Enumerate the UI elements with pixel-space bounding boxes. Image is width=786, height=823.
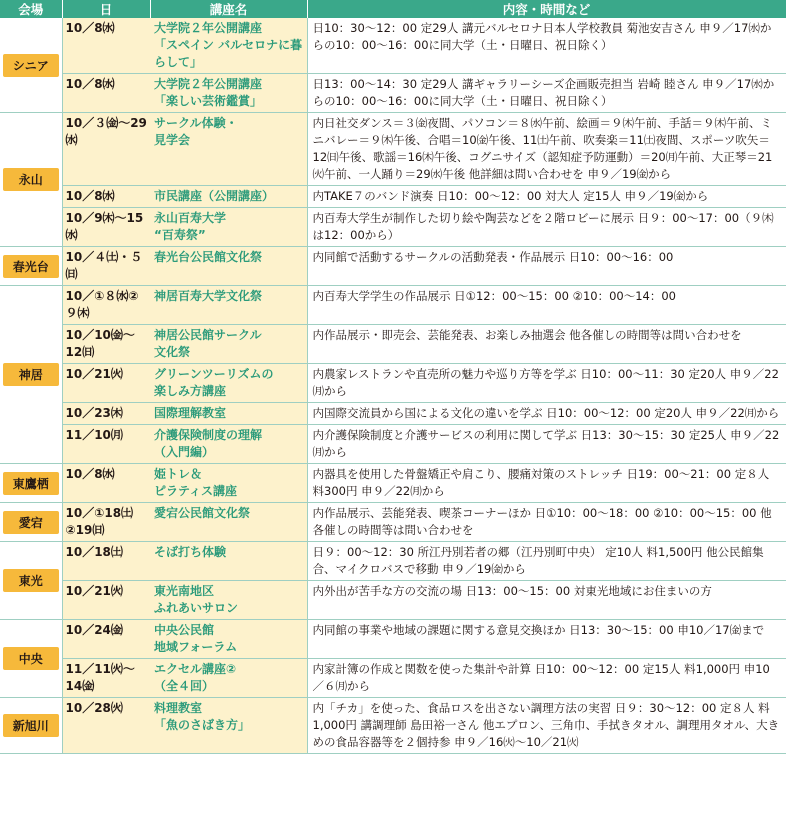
venue-label: 愛宕 [3, 511, 59, 534]
venue-cell [0, 464, 62, 503]
course-cell [150, 659, 307, 698]
course-title: 春光台公民館文化祭 [154, 250, 263, 264]
course-title: エクセル講座② [154, 662, 237, 676]
course-subtitle: ピラティス講座 [154, 484, 238, 498]
course-cell [150, 186, 307, 208]
date-cell: 10／28㈫ [62, 698, 150, 754]
detail-cell: 内農家レストランや直売所の魅力や巡り方等を学ぶ 日10：00～11：30 定20人 申９／22㈪から [307, 364, 786, 403]
date-cell: 10／23㈭ [62, 403, 150, 425]
detail-cell: 内家計簿の作成と関数を使った集計や計算 日10：00～12：00 定15人 料1,000円 申10／６㈪から [307, 659, 786, 698]
detail-cell: 内介護保険制度と介護サービスの利用に関して学ぶ 日13：30～15：30 定25人 申９／22㈪から [307, 425, 786, 464]
course-cell [150, 364, 307, 403]
venue-cell [0, 542, 62, 620]
course-subtitle: 「楽しい芸術鑑賞」 [154, 94, 263, 108]
table-row [0, 18, 786, 74]
course-cell [150, 620, 307, 659]
date-cell: 10／18㈯ [62, 542, 150, 581]
date-cell: 10／21㈫ [62, 364, 150, 403]
course-cell [150, 74, 307, 113]
date-cell: 10／9㈭～15㈬ [62, 208, 150, 247]
course-subtitle: “百寿祭” [154, 228, 206, 242]
table-row [0, 325, 786, 364]
date-cell: 10／24㈮ [62, 620, 150, 659]
table-row [0, 659, 786, 698]
course-subtitle: ふれあいサロン [154, 601, 239, 615]
course-title: サークル体験・ [154, 116, 238, 130]
date-cell: 10／8㈬ [62, 186, 150, 208]
venue-cell [0, 503, 62, 542]
course-title: 料理教室 [154, 701, 203, 715]
course-title: 神居公民館サークル [154, 328, 262, 342]
course-cell [150, 698, 307, 754]
course-cell [150, 113, 307, 186]
table-row [0, 425, 786, 464]
course-title: 永山百寿大学 [154, 211, 227, 225]
course-cell [150, 208, 307, 247]
course-subtitle: 楽しみ方講座 [154, 384, 227, 398]
course-title: グリーンツーリズムの [154, 367, 274, 381]
course-subtitle: 地域フォーラム [154, 640, 238, 654]
detail-cell: 内同館の事業や地域の課題に関する意見交換ほか 日13：30～15：00 申10／17㈮まで [307, 620, 786, 659]
detail-cell: 内作品展示・即売会、芸能発表、お楽しみ抽選会 他各催しの時間等は問い合わせを [307, 325, 786, 364]
detail-cell: 内百寿大学学生の作品展示 日①12：00～15：00 ②10：00～14：00 [307, 286, 786, 325]
course-title: 東光南地区 [154, 584, 215, 598]
course-cell [150, 325, 307, 364]
venue-label: 新旭川 [3, 714, 59, 737]
date-cell: 10／8㈬ [62, 74, 150, 113]
date-cell: 10／21㈫ [62, 581, 150, 620]
venue-label: 東鷹栖 [3, 472, 59, 495]
table-row [0, 186, 786, 208]
course-cell [150, 18, 307, 74]
course-cell [150, 581, 307, 620]
header-date: 日 [62, 0, 150, 18]
table-row [0, 113, 786, 186]
date-cell: 11／11㈫～14㈮ [62, 659, 150, 698]
venue-cell [0, 286, 62, 464]
date-cell: 10／8㈬ [62, 464, 150, 503]
course-title: 姫トレ＆ [154, 467, 203, 481]
course-title: 愛宕公民館文化祭 [154, 506, 251, 520]
course-subtitle: 見学会 [154, 133, 191, 147]
table-row [0, 542, 786, 581]
venue-label: 中央 [3, 647, 59, 670]
table-row [0, 208, 786, 247]
course-subtitle: 「魚のさばき方」 [154, 718, 251, 732]
date-cell: 10／①18㈯②19㈰ [62, 503, 150, 542]
table-row [0, 503, 786, 542]
detail-cell: 内国際交流員から国による文化の違いを学ぶ 日10：00～12：00 定20人 申９／22㈪から [307, 403, 786, 425]
date-cell: 10／10㈮～12㈰ [62, 325, 150, 364]
course-cell [150, 464, 307, 503]
header-detail: 内容・時間など [307, 0, 786, 18]
venue-cell [0, 698, 62, 754]
table-row [0, 364, 786, 403]
detail-cell: 内作品展示、芸能発表、喫茶コーナーほか 日①10：00～18：00 ②10：00～15：00 他各催しの時間等は問い合わせを [307, 503, 786, 542]
detail-cell: 内外出が苦手な方の交流の場 日13：00～15：00 対東光地域にお住まいの方 [307, 581, 786, 620]
course-subtitle: （全４回） [154, 679, 215, 693]
venue-label: 春光台 [3, 255, 59, 278]
course-title: 中央公民館 [154, 623, 215, 637]
venue-label: 永山 [3, 168, 59, 191]
course-title: 介護保険制度の理解 [154, 428, 263, 442]
date-cell: 10／４㈯・５㈰ [62, 247, 150, 286]
table-row [0, 464, 786, 503]
date-cell: 10／①８㈬②９㈭ [62, 286, 150, 325]
table-row [0, 698, 786, 754]
detail-cell: 日10：30～12：00 定29人 講元バルセロナ日本人学校教員 菊池安吉さん 申９／17㈬からの10：00～16：00に同大学（土・日曜日、祝日除く） [307, 18, 786, 74]
table-row [0, 620, 786, 659]
venue-label: シニア [3, 54, 59, 77]
detail-cell: 内同館で活動するサークルの活動発表・作品展示 日10：00～16：00 [307, 247, 786, 286]
detail-cell: 日９：00～12：30 所江丹別若者の郷（江丹別町中央） 定10人 料1,500円 他公民館集合、マイクロバスで移動 申９／19㈮から [307, 542, 786, 581]
course-cell [150, 503, 307, 542]
course-title: 神居百寿大学文化祭 [154, 289, 263, 303]
table-row [0, 286, 786, 325]
course-title: 国際理解教室 [154, 406, 227, 420]
course-title: 市民講座（公開講座） [154, 189, 275, 203]
header-course: 講座名 [150, 0, 307, 18]
course-cell [150, 286, 307, 325]
course-subtitle: 文化祭 [154, 345, 191, 359]
detail-cell: 内「チカ」を使った、食品ロスを出さない調理方法の実習 日９：30～12：00 定８人 料1,000円 講調理師 島田裕一さん 他エプロン、三角巾、手拭きタオル、調理用タオル、大きめの食品容器等を２個持参 申９／16㈫～10／21㈫ [307, 698, 786, 754]
table-row [0, 247, 786, 286]
course-subtitle: （入門編） [154, 445, 215, 459]
course-subtitle: 「スペイン バルセロナに暮らして」 [154, 38, 303, 69]
venue-cell [0, 113, 62, 247]
date-cell: 11／10㈪ [62, 425, 150, 464]
table-row [0, 403, 786, 425]
table-header-row [0, 0, 786, 18]
venue-cell [0, 247, 62, 286]
course-cell [150, 425, 307, 464]
course-cell [150, 542, 307, 581]
detail-cell: 日13：00～14：30 定29人 講ギャラリーシーズ企画販売担当 岩崎 睦さん 申９／17㈬からの10：00～16：00に同大学（土・日曜日、祝日除く） [307, 74, 786, 113]
detail-cell: 内器具を使用した骨盤矯正や肩こり、腰痛対策のストレッチ 日19：00～21：00 定８人 料300円 申９／22㈪から [307, 464, 786, 503]
venue-label: 神居 [3, 363, 59, 386]
detail-cell: 内TAKE７のバンド演奏 日10：00～12：00 対大人 定15人 申９／19㈮から [307, 186, 786, 208]
date-cell: 10／8㈬ [62, 18, 150, 74]
course-cell [150, 247, 307, 286]
header-venue: 会場 [0, 0, 62, 18]
course-title: 大学院２年公開講座 [154, 77, 263, 91]
venue-cell [0, 620, 62, 698]
date-cell: 10／３㈮～29㈬ [62, 113, 150, 186]
table-row [0, 74, 786, 113]
detail-cell: 内日社交ダンス＝３㈮夜間、パソコン＝８㈬午前、絵画＝９㈭午前、手話＝９㈭午前、ミニバレー＝９㈭午後、合唱＝10㈮午後、11㈯午前、吹奏楽＝11㈯夜間、スポーツ吹矢＝12㈰午後、歌謡＝16㈭午後、コグニサイズ（認知症予防運動）＝20㈪午前、大正琴＝21㈫午前、一人踊り＝29㈬午後 他詳細は問い合わせを 申９／19㈮から [307, 113, 786, 186]
detail-cell: 内百寿大学生が制作した切り絵や陶芸などを２階ロビーに展示 日９：00～17：00（９㈭は12：00から） [307, 208, 786, 247]
course-title: そば打ち体験 [154, 545, 227, 559]
venue-label: 東光 [3, 569, 59, 592]
venue-cell [0, 18, 62, 113]
course-cell [150, 403, 307, 425]
table-row [0, 581, 786, 620]
course-title: 大学院２年公開講座 [154, 21, 263, 35]
